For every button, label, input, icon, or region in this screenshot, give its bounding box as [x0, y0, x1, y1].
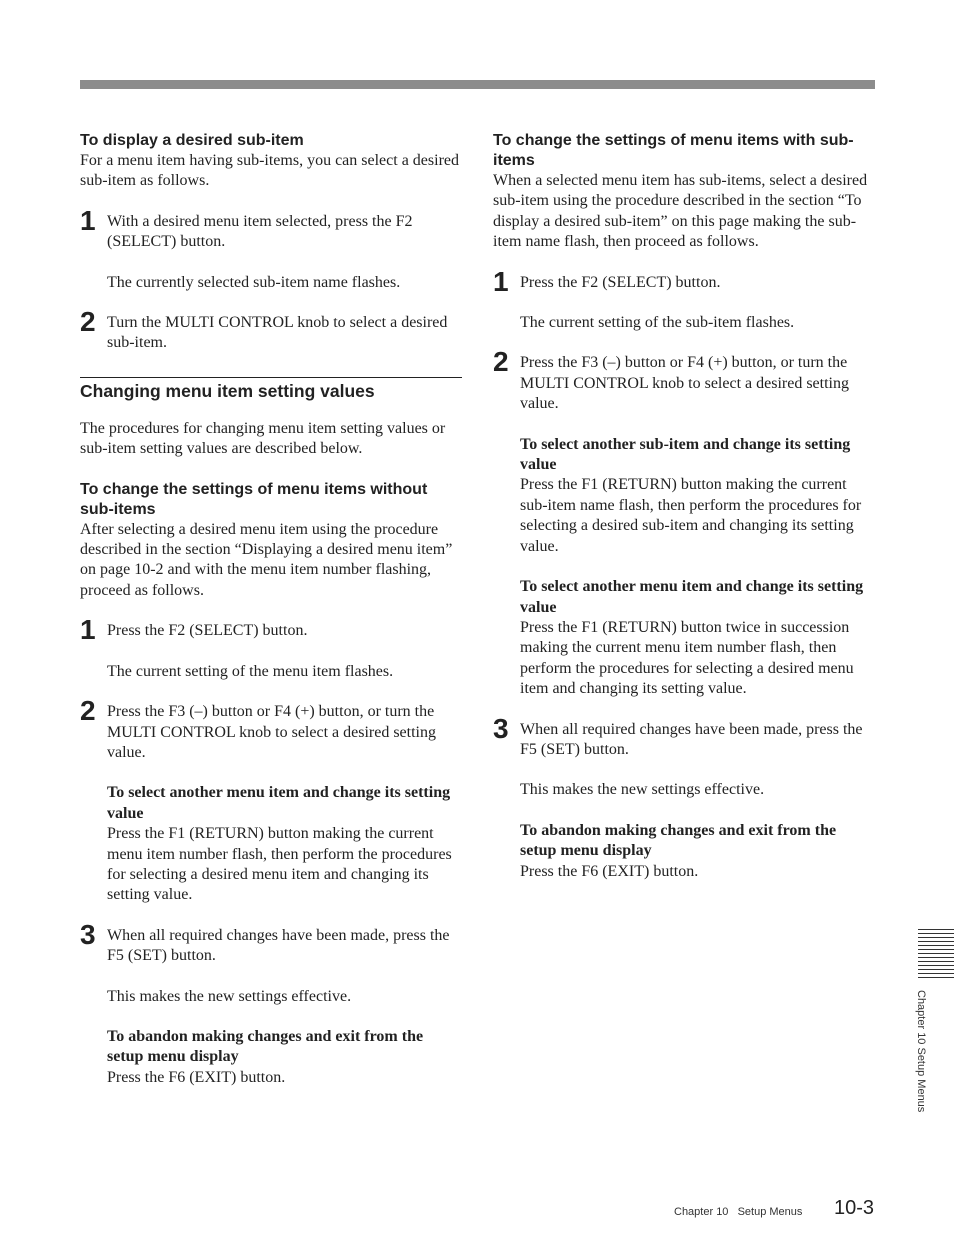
sub-heading: To select another menu item and change its setting value: [107, 784, 451, 822]
sub-heading: To select another sub-item and change its setting value: [520, 435, 851, 474]
section-divider: [80, 377, 462, 378]
abandon-heading: To abandon making changes and exit from the setup menu display: [520, 821, 837, 860]
sec3-heading: To change the settings of menu items with sub-items: [493, 132, 854, 169]
step-note: This makes the new settings effective.: [520, 781, 765, 799]
left-column: [80, 131, 462, 1088]
sec3-step-3: [493, 712, 875, 761]
chapter-thumb-tab: [918, 929, 954, 979]
step-number: 3: [80, 918, 96, 950]
step-number: 3: [493, 712, 509, 744]
sec2-step-1: [80, 614, 462, 646]
sec1-step-2: [80, 306, 462, 354]
abandon-text: Press the F6 (EXIT) button.: [520, 862, 699, 880]
section-intro: The procedures for changing menu item setting values or sub-item setting values are described below.: [80, 419, 446, 458]
sub-text: Press the F1 (RETURN) button making the current menu item number flash, then perform the procedures for selecting a desired menu item and changing its setting value.: [107, 825, 452, 904]
sec1-step-1: [80, 204, 462, 253]
abandon-heading: To abandon making changes and exit from the setup menu display: [107, 1027, 424, 1066]
step-text: With a desired menu item selected, press the F2 (SELECT) button.: [107, 212, 413, 251]
footer-chapter: Chapter 10 Setup Menus: [674, 1206, 803, 1218]
side-chapter-text: Chapter 10 Setup Menus: [915, 990, 927, 1113]
step-text: Press the F2 (SELECT) button.: [520, 273, 721, 291]
sub-text: Press the F1 (RETURN) button making the current sub-item name flash, then perform the procedures for selecting a desired sub-item and changing its setting value.: [520, 476, 862, 555]
sec3-intro: When a selected menu item has sub-items, select a desired sub-item using the procedure described in the section “To display a desired sub-item” on this page making the sub-item name flash, then proceed as follows.: [493, 172, 868, 251]
abandon-text: Press the F6 (EXIT) button.: [107, 1068, 286, 1086]
header-rule: [80, 80, 875, 89]
step-number: 1: [80, 614, 96, 646]
page-number: 10-3: [834, 1197, 875, 1219]
sec3-step-2: [493, 346, 875, 414]
step-text: Press the F3 (–) button or F4 (+) button, or turn the MULTI CONTROL knob to select a desired setting value.: [107, 703, 436, 761]
right-column: [493, 131, 875, 882]
sec2-step-2: [80, 695, 462, 763]
step-number: 1: [80, 204, 96, 236]
step-number: 2: [80, 306, 96, 338]
section-title: Changing menu item setting values: [80, 380, 375, 401]
step-text: When all required changes have been made, press the F5 (SET) button.: [520, 720, 863, 758]
sec2-heading: To change the settings of menu items without sub-items: [80, 480, 428, 518]
step-text: Turn the MULTI CONTROL knob to select a desired sub-item.: [107, 314, 448, 352]
sec2-step-3: [80, 918, 462, 967]
step-number: 2: [493, 346, 509, 378]
step-text: Press the F2 (SELECT) button.: [107, 622, 308, 640]
sub-text: Press the F1 (RETURN) button twice in succession making the current menu item number flash, then perform the procedures for selecting a desired menu item and changing its setting value.: [520, 618, 854, 698]
step-note: The currently selected sub-item name flashes.: [107, 273, 401, 291]
step-number: 2: [80, 695, 96, 727]
sec1-heading: To display a desired sub-item: [80, 132, 304, 149]
sec3-step-1: [493, 265, 875, 297]
step-text: Press the F3 (–) button or F4 (+) button, or turn the MULTI CONTROL knob to select a desired setting value.: [520, 354, 849, 413]
sec2-intro: After selecting a desired menu item using the procedure described in the section “Displaying a desired menu item” on page 10-2 and with the menu item number flashing, proceed as follows.: [80, 520, 453, 599]
step-text: When all required changes have been made, press the F5 (SET) button.: [107, 926, 450, 965]
step-note: This makes the new settings effective.: [107, 987, 352, 1005]
sub-heading: To select another menu item and change its setting value: [520, 578, 864, 616]
step-note: The current setting of the sub-item flashes.: [520, 314, 795, 332]
step-number: 1: [493, 265, 509, 297]
sec1-intro: For a menu item having sub-items, you can select a desired sub-item as follows.: [80, 152, 460, 190]
step-note: The current setting of the menu item flashes.: [107, 662, 394, 680]
